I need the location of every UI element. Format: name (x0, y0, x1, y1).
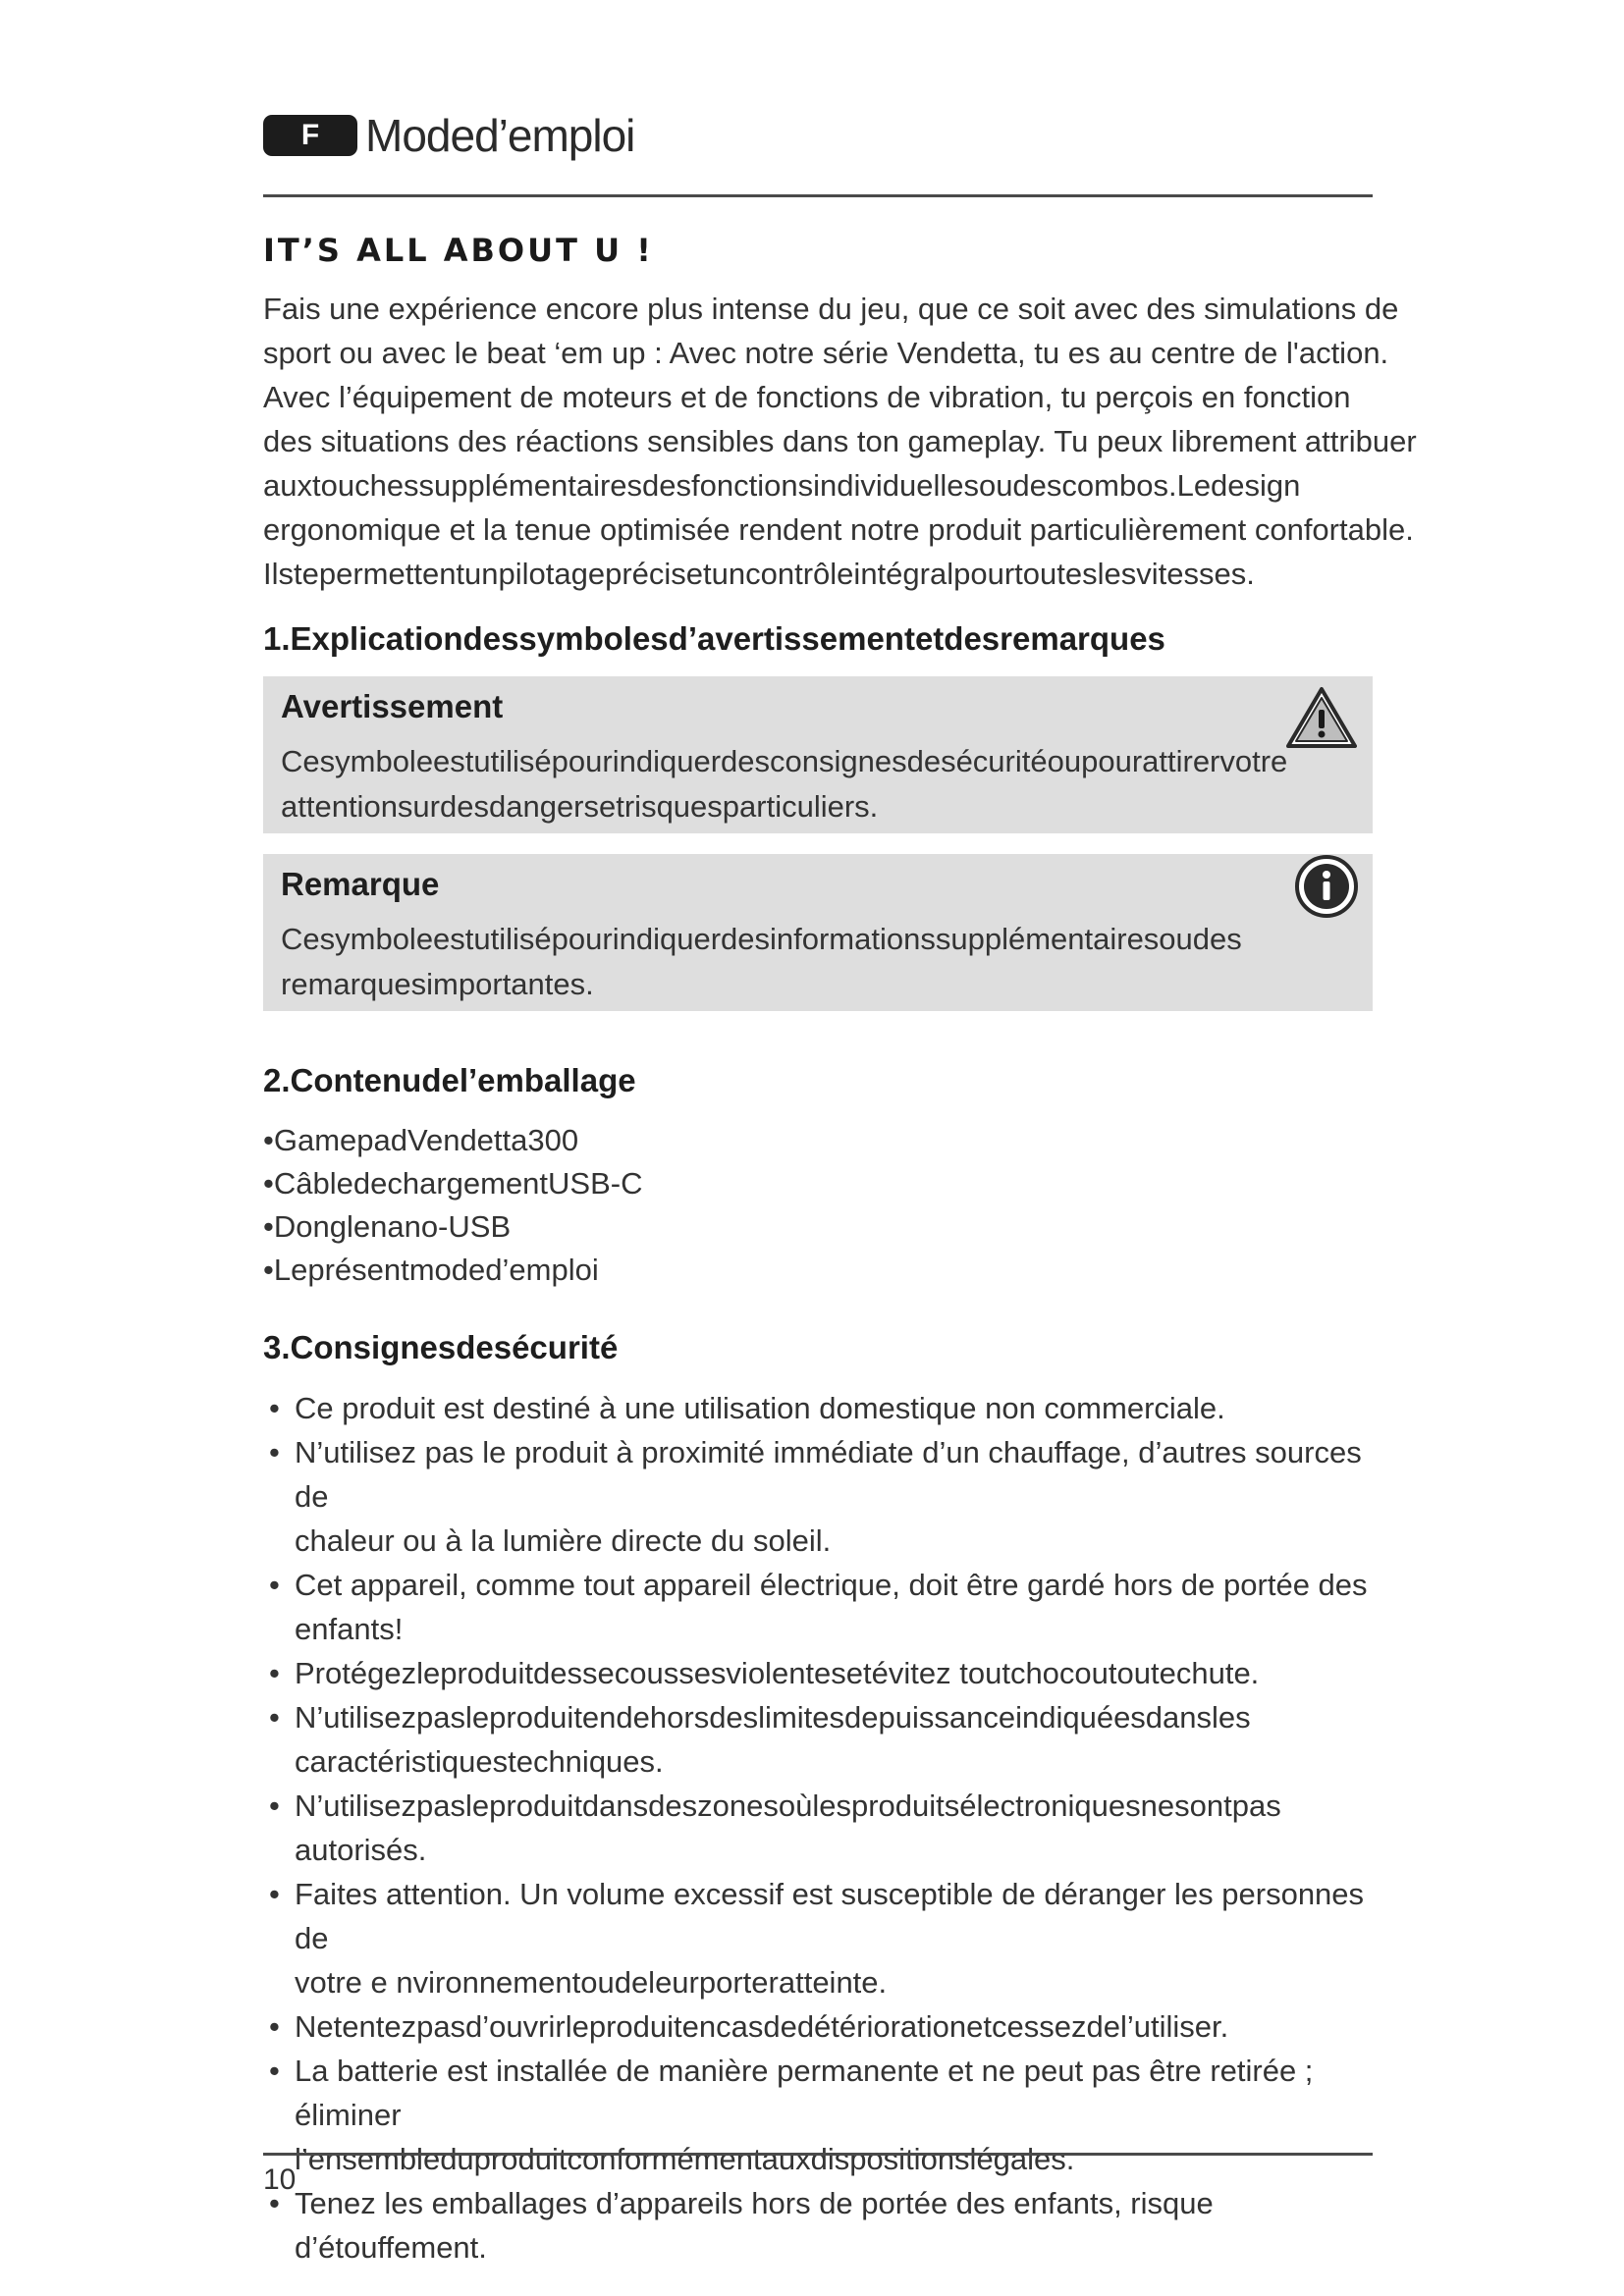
list-item (263, 2181, 1378, 2269)
intro-line: Ilstepermettentunpilotageprécisetuncontrôleintégralpourtouteslesvitesses. (263, 557, 1255, 591)
section-1-title: 1.Explicationdessymbolesd’avertissementetdesremarques (263, 620, 1165, 657)
bullet: • (269, 1391, 280, 1425)
list-item-text: N’utilisez pas le produit à proximité immédiate d’un chauffage, d’autres sources de chaleur ou à la lumière directe du soleil. (295, 1435, 1362, 1558)
intro-paragraph (263, 287, 1417, 596)
list-item-text: Protégezleproduitdessecoussesviolentesetévitez toutchocoutoutechute. (295, 1656, 1260, 1690)
list-item (263, 1651, 1378, 1695)
package-contents-list (263, 1119, 643, 1292)
language-badge: F (263, 115, 357, 156)
list-item: •CâbledechargementUSB-C (263, 1166, 643, 1201)
header-title: Moded’emploi (365, 110, 635, 161)
warning-title: Avertissement (281, 688, 504, 724)
intro-line: auxtouchessupplémentairesdesfonctionsindividuellesoudescombos.Ledesign (263, 468, 1301, 503)
warning-line: Cesymboleestutilisépourindiquerdesconsignesdesécuritéoupourattirervotre (281, 744, 1288, 778)
list-item-text: Netentezpasd’ouvrirleproduitencasdedétériorationetcessezdel’utiliser. (295, 2009, 1229, 2044)
bullet: • (269, 1700, 280, 1735)
warning-box (263, 676, 1373, 833)
bullet: • (269, 1568, 280, 1602)
header-divider (263, 194, 1373, 197)
list-item (263, 1386, 1378, 1430)
section-2-title: 2.Contenudel’emballage (263, 1062, 636, 1098)
safety-list (263, 1386, 1378, 2269)
intro-line: sport ou avec le beat ‘em up : Avec notre série Vendetta, tu es au centre de l'action. (263, 336, 1389, 370)
list-item: •GamepadVendetta300 (263, 1123, 579, 1157)
info-circle-icon (1294, 854, 1359, 919)
list-item (263, 1695, 1378, 1784)
list-item-text: Ce produit est destiné à une utilisation domestique non commerciale. (295, 1391, 1225, 1425)
page-number: 10 (263, 2163, 297, 2196)
bullet: • (269, 1877, 280, 1911)
list-item-text: Tenez les emballages d’appareils hors de portée des enfants, risque d’étouffement. (295, 2186, 1214, 2265)
slogan-heading: IT’S ALL ABOUT U ! (263, 232, 654, 269)
list-item-text: Cet appareil, comme tout appareil électrique, doit être gardé hors de portée des enfants! (295, 1568, 1368, 1646)
list-item (263, 1430, 1378, 1563)
list-item (263, 1872, 1378, 2004)
list-item (263, 1563, 1378, 1651)
note-text (281, 917, 1242, 1007)
note-line: remarquesimportantes. (281, 967, 594, 1001)
list-item-text: N’utilisezpasleproduitendehorsdeslimitesdepuissanceindiquéesdansles caractéristiquestechniques. (295, 1700, 1251, 1779)
footer-divider (263, 2153, 1373, 2156)
intro-line: Fais une expérience encore plus intense du jeu, que ce soit avec des simulations de (263, 292, 1399, 326)
intro-line: des situations des réactions sensibles dans ton gameplay. Tu peux librement attribuer (263, 424, 1417, 458)
bullet: • (269, 2009, 280, 2044)
note-box (263, 854, 1373, 1011)
note-line: Cesymboleestutilisépourindiquerdesinformationssupplémentairesoudes (281, 922, 1242, 956)
intro-line: Avec l’équipement de moteurs et de fonctions de vibration, tu perçois en fonction (263, 380, 1351, 414)
section-3-title: 3.Consignesdesécurité (263, 1329, 619, 1365)
list-item (263, 1784, 1378, 1872)
warning-triangle-icon (1286, 686, 1357, 749)
bullet: • (269, 2054, 280, 2088)
list-item-text: N’utilisezpasleproduitdansdeszonesoùlesproduitsélectroniquesnesontpas autorisés. (295, 1789, 1281, 1867)
bullet: • (269, 1435, 280, 1469)
list-item (263, 2049, 1378, 2181)
note-title: Remarque (281, 866, 440, 902)
page-header (263, 106, 634, 165)
list-item-text: La batterie est installée de manière permanente et ne peut pas être retirée ; éliminer l’ensembleduproduitconformémentauxdispositionslégales. (295, 2054, 1314, 2176)
list-item (263, 2004, 1378, 2049)
list-item-text: Faites attention. Un volume excessif est susceptible de déranger les personnes de votre e nvironnementoudeleurporteratteinte. (295, 1877, 1365, 2000)
bullet: • (269, 1656, 280, 1690)
bullet: • (269, 1789, 280, 1823)
intro-line: ergonomique et la tenue optimisée rendent notre produit particulièrement confortable. (263, 512, 1414, 547)
list-item: •Leprésentmoded’emploi (263, 1253, 599, 1287)
list-item: •Donglenano-USB (263, 1209, 512, 1244)
warning-line: attentionsurdesdangersetrisquesparticuliers. (281, 789, 879, 824)
bullet: • (269, 2186, 280, 2220)
warning-text (281, 739, 1287, 829)
